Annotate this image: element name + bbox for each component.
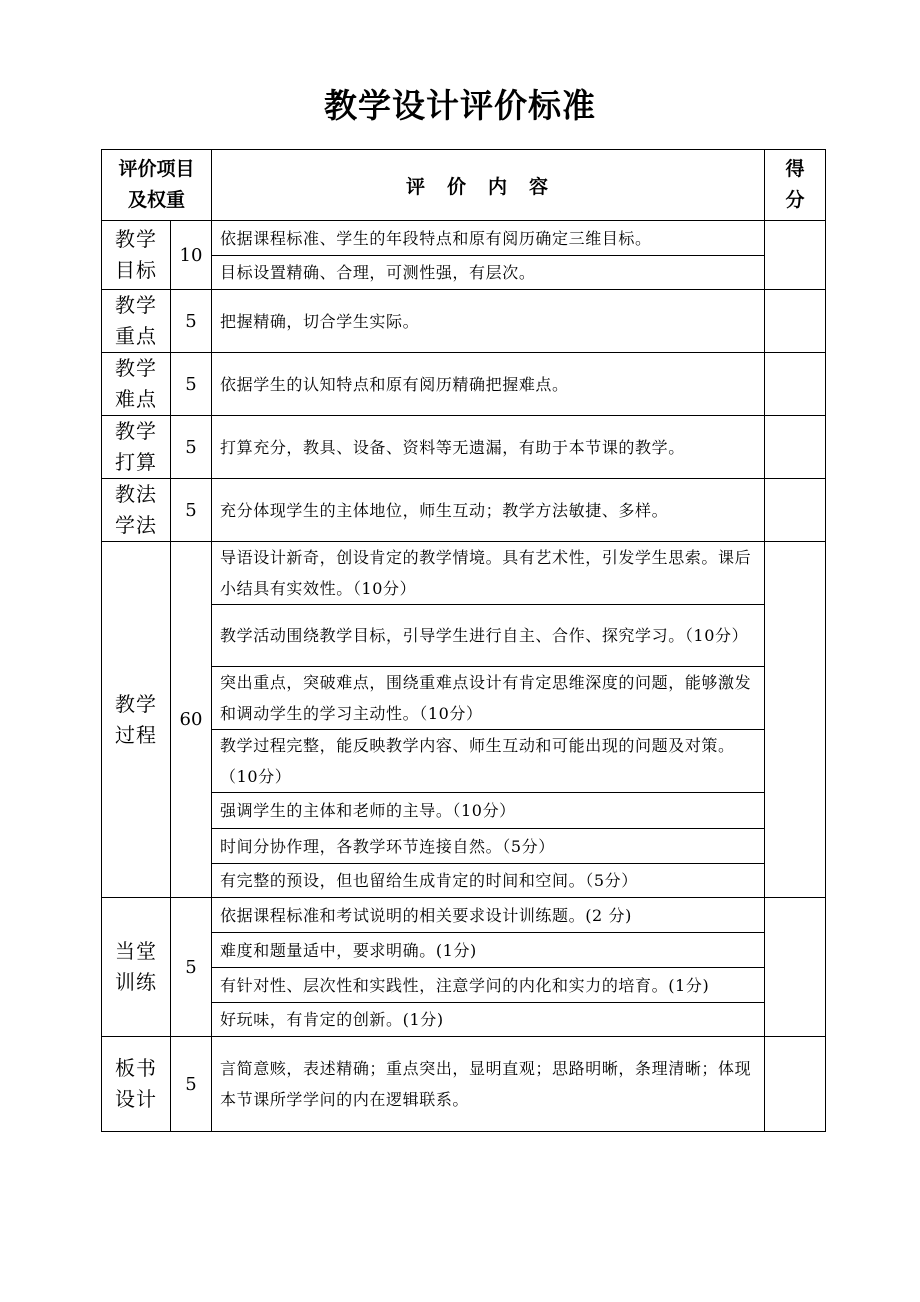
content-cell: 有针对性、层次性和实践性，注意学问的内化和实力的培育。(1分): [212, 968, 765, 1003]
weight-cell: 60: [171, 542, 212, 898]
header-item-line2: 及权重: [128, 189, 186, 211]
weight-cell: 5: [171, 898, 212, 1037]
content-cell: 强调学生的主体和老师的主导。（10分）: [212, 793, 765, 829]
header-content: 评价内容: [212, 150, 765, 221]
content-cell: 导语设计新奇，创设肯定的教学情境。具有艺术性，引发学生思索。课后小结具有实效性。（10分）: [212, 542, 765, 605]
header-row: [102, 150, 826, 221]
item-line2: 过程: [115, 722, 157, 747]
content-cell: 时间分协作理，各教学环节连接自然。（5分）: [212, 829, 765, 864]
item-cell: [102, 290, 171, 353]
item-cell: [102, 898, 171, 1037]
header-item-line1: 评价项目: [118, 158, 195, 180]
score-cell[interactable]: [765, 353, 826, 416]
score-cell[interactable]: [765, 898, 826, 1037]
content-cell: 把握精确，切合学生实际。: [212, 290, 765, 353]
table-row: [102, 221, 826, 256]
content-cell: 依据课程标准、学生的年段特点和原有阅历确定三维目标。: [212, 221, 765, 256]
content-cell: 难度和题量适中，要求明确。(1分): [212, 933, 765, 968]
score-cell[interactable]: [765, 542, 826, 898]
content-cell: 有完整的预设，但也留给生成肯定的时间和空间。（5分）: [212, 864, 765, 898]
evaluation-table: [101, 149, 826, 1132]
item-line2: 重点: [115, 324, 157, 348]
table-row: [102, 898, 826, 933]
item-cell: [102, 542, 171, 898]
item-line2: 难点: [115, 387, 157, 411]
header-score-line2: 分: [785, 189, 805, 211]
item-line2: 设计: [115, 1087, 157, 1111]
item-line1: 教学: [115, 293, 157, 317]
item-line1: 教学: [115, 356, 157, 380]
score-cell[interactable]: [765, 416, 826, 479]
content-cell: 依据课程标准和考试说明的相关要求设计训练题。(2 分): [212, 898, 765, 933]
item-line2: 目标: [115, 258, 157, 282]
content-cell: 好玩味，有肯定的创新。(1分): [212, 1003, 765, 1037]
content-cell: 教学活动围绕教学目标，引导学生进行自主、合作、探究学习。（10分）: [212, 605, 765, 667]
item-cell: [102, 416, 171, 479]
content-cell: 言简意赅，表述精确；重点突出，显明直观；思路明晰，条理清晰；体现本节课所学学问的内在逻辑联系。: [212, 1037, 765, 1132]
content-cell: 打算充分，教具、设备、资料等无遗漏，有助于本节课的教学。: [212, 416, 765, 479]
item-cell: [102, 479, 171, 542]
content-cell: 教学过程完整，能反映教学内容、师生互动和可能出现的问题及对策。（10分）: [212, 730, 765, 793]
content-cell: 依据学生的认知特点和原有阅历精确把握难点。: [212, 353, 765, 416]
header-item-weight: [102, 150, 212, 221]
weight-cell: 5: [171, 479, 212, 542]
weight-cell: 10: [171, 221, 212, 290]
weight-cell: 5: [171, 1037, 212, 1132]
content-cell: 目标设置精确、合理，可测性强，有层次。: [212, 256, 765, 290]
header-score: [765, 150, 826, 221]
score-cell[interactable]: [765, 1037, 826, 1132]
content-cell: 突出重点，突破难点，围绕重难点设计有肯定思维深度的问题，能够激发和调动学生的学习主动性。（10分）: [212, 667, 765, 730]
item-line1: 教学: [115, 419, 157, 443]
item-line2: 打算: [115, 450, 157, 474]
item-line1: 板书: [115, 1056, 157, 1080]
item-line1: 教法: [115, 482, 157, 506]
header-score-line1: 得: [785, 158, 805, 180]
table-row: [102, 542, 826, 605]
table-row: [102, 353, 826, 416]
item-line1: 教学: [115, 691, 157, 716]
item-line2: 训练: [115, 970, 157, 994]
item-line2: 学法: [115, 513, 157, 537]
score-cell[interactable]: [765, 290, 826, 353]
item-cell: [102, 221, 171, 290]
table-row: [102, 290, 826, 353]
item-cell: [102, 1037, 171, 1132]
weight-cell: 5: [171, 353, 212, 416]
content-cell: 充分体现学生的主体地位，师生互动；教学方法敏捷、多样。: [212, 479, 765, 542]
item-line1: 教学: [115, 227, 157, 251]
weight-cell: 5: [171, 416, 212, 479]
score-cell[interactable]: [765, 479, 826, 542]
weight-cell: 5: [171, 290, 212, 353]
table-row: [102, 416, 826, 479]
table-row: [102, 479, 826, 542]
item-cell: [102, 353, 171, 416]
page-title: 教学设计评价标准: [324, 86, 596, 125]
table-row: [102, 1037, 826, 1132]
score-cell[interactable]: [765, 221, 826, 290]
item-line1: 当堂: [115, 939, 157, 963]
